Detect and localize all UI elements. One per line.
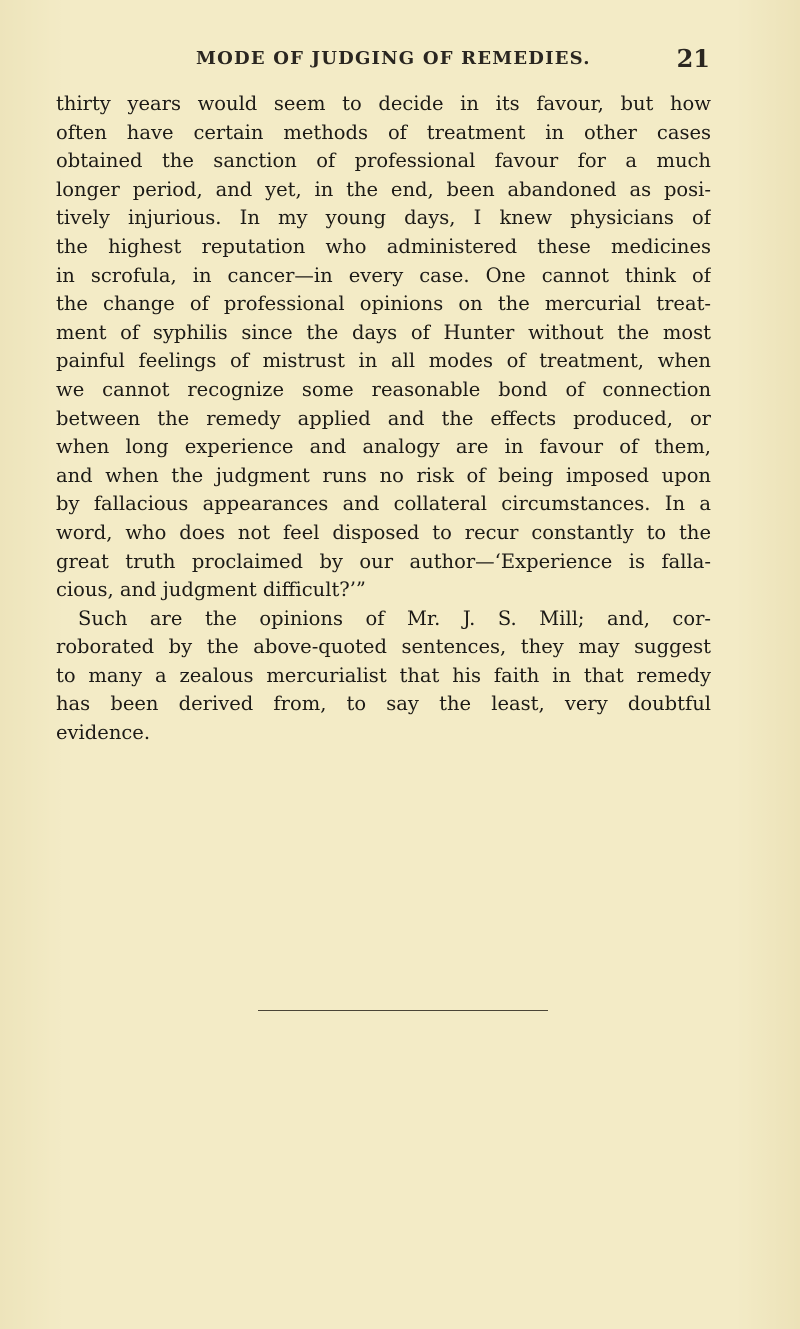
text-line: great truth proclaimed by our author—‘Experience is falla- (56, 549, 711, 573)
text-line: word, who does not feel disposed to recur constantly to the (56, 520, 711, 544)
text-line: often have certain methods of treatment in other cases (56, 120, 711, 144)
section-divider-rule (258, 1010, 548, 1011)
text-line-paragraph-start: Such are the opinions of Mr. J. S. Mill; and, cor- (78, 606, 711, 630)
text-line: by fallacious appearances and collateral circumstances. In a (56, 492, 711, 516)
running-title: MODE OF JUDGING OF REMEDIES. (196, 48, 591, 69)
text-line: between the remedy applied and the effects produced, or (56, 406, 711, 430)
text-line: roborated by the above-quoted sentences, they may suggest (56, 635, 711, 659)
text-line: we cannot recognize some reasonable bond of connection (56, 377, 711, 401)
text-line: to many a zealous mercurialist that his faith in that remedy (56, 663, 711, 687)
text-line: the highest reputation who administered these medicines (56, 234, 711, 258)
running-head (56, 44, 710, 80)
text-line-paragraph-end: cious, and judgment difficult?’” (56, 578, 366, 602)
text-line: obtained the sanction of professional favour for a much (56, 149, 711, 173)
text-line-paragraph-end: evidence. (56, 721, 151, 745)
text-line: ment of syphilis since the days of Hunter without the most (56, 320, 711, 344)
text-line: painful feelings of mistrust in all modes of treatment, when (56, 349, 711, 373)
text-line: has been derived from, to say the least, very doubtful (56, 692, 711, 716)
text-line: when long experience and analogy are in favour of them, (56, 435, 711, 459)
text-line: in scrofula, in cancer—in every case. One cannot think of (56, 263, 711, 287)
text-line: the change of professional opinions on the mercurial treat- (56, 292, 711, 316)
page-number: 21 (676, 44, 710, 73)
text-line: thirty years would seem to decide in its favour, but how (56, 92, 711, 115)
text-line: and when the judgment runs no risk of being imposed upon (56, 463, 711, 487)
text-line: longer period, and yet, in the end, been abandoned as posi- (56, 177, 711, 201)
text-line: tively injurious. In my young days, I knew physicians of (56, 206, 711, 230)
body-text (56, 90, 711, 748)
